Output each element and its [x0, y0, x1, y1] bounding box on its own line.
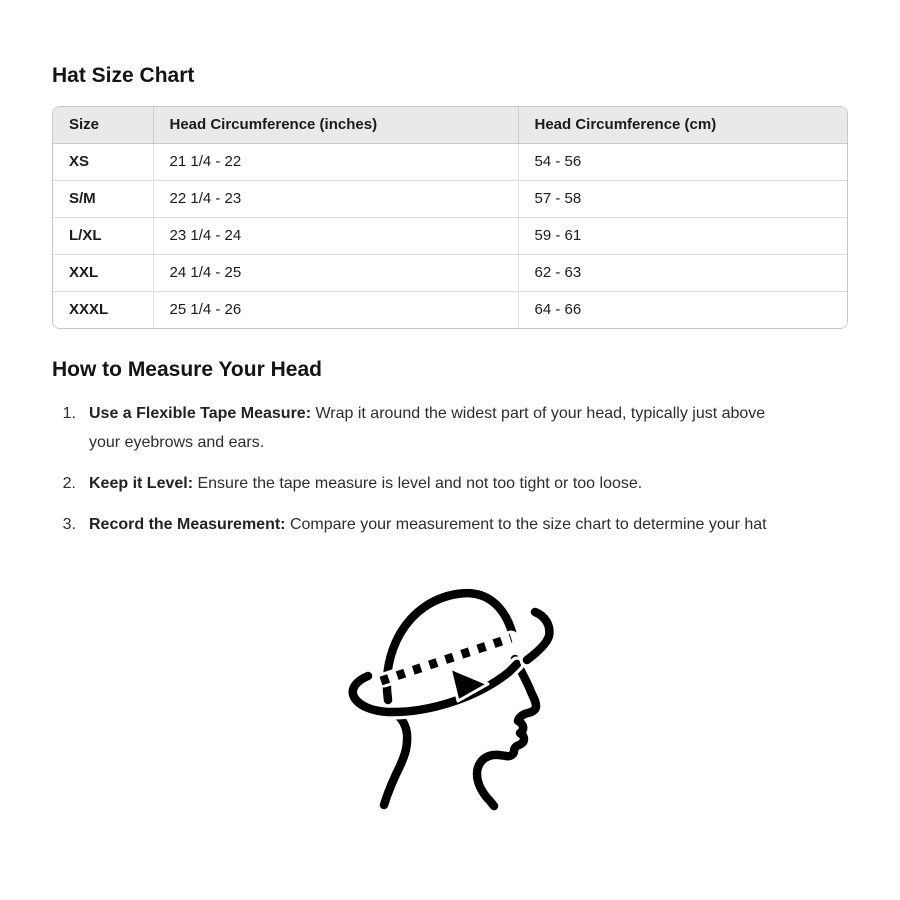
table-row	[53, 292, 847, 329]
cell-cm: 59 - 61	[518, 218, 847, 255]
cell-inches: 21 1/4 - 22	[153, 144, 518, 181]
cell-size: XS	[53, 144, 153, 181]
cell-size: S/M	[53, 181, 153, 218]
head-back-line	[384, 711, 407, 805]
table-row	[53, 255, 847, 292]
list-item-text	[89, 399, 797, 457]
instructions-list	[52, 399, 848, 539]
cell-cm: 54 - 56	[518, 144, 847, 181]
list-item-label: Record the Measurement:	[89, 516, 286, 533]
list-item-body: Ensure the tape measure is level and not too tight or too loose.	[197, 475, 643, 492]
table-row	[53, 144, 847, 181]
list-number: 2.	[62, 475, 76, 492]
cell-cm: 62 - 63	[518, 255, 847, 292]
list-item-body: Wrap it around the widest part of your head, typically just above your eyebrows and ears.	[89, 405, 766, 451]
table-row	[53, 218, 847, 255]
list-item	[52, 510, 797, 539]
cell-inches: 22 1/4 - 23	[153, 181, 518, 218]
size-chart-table	[53, 107, 847, 328]
table-header-row	[53, 107, 847, 144]
cell-size: L/XL	[53, 218, 153, 255]
cell-inches: 25 1/4 - 26	[153, 292, 518, 329]
list-item-text	[89, 510, 767, 539]
cell-size: XXXL	[53, 292, 153, 329]
cell-cm: 57 - 58	[518, 181, 847, 218]
list-item	[52, 399, 797, 457]
header-inches: Head Circumference (inches)	[153, 107, 518, 144]
cell-size: XXL	[53, 255, 153, 292]
header-cm: Head Circumference (cm)	[518, 107, 847, 144]
instructions-title: How to Measure Your Head	[52, 358, 322, 381]
list-item-text	[89, 469, 642, 498]
cell-cm: 64 - 66	[518, 292, 847, 329]
table-row	[53, 181, 847, 218]
list-item	[52, 469, 797, 498]
list-number: 3.	[62, 516, 76, 533]
list-item-label: Use a Flexible Tape Measure:	[89, 405, 312, 422]
list-item-label: Keep it Level:	[89, 475, 194, 492]
page-title: Hat Size Chart	[52, 64, 195, 87]
header-size: Size	[53, 107, 153, 144]
head-with-hat-measure-icon	[340, 570, 610, 820]
list-item-body: Compare your measurement to the size chart to determine your hat	[289, 516, 767, 533]
list-number: 1.	[62, 405, 76, 422]
cell-inches: 23 1/4 - 24	[153, 218, 518, 255]
cell-inches: 24 1/4 - 25	[153, 255, 518, 292]
size-chart-table-container	[52, 106, 848, 329]
